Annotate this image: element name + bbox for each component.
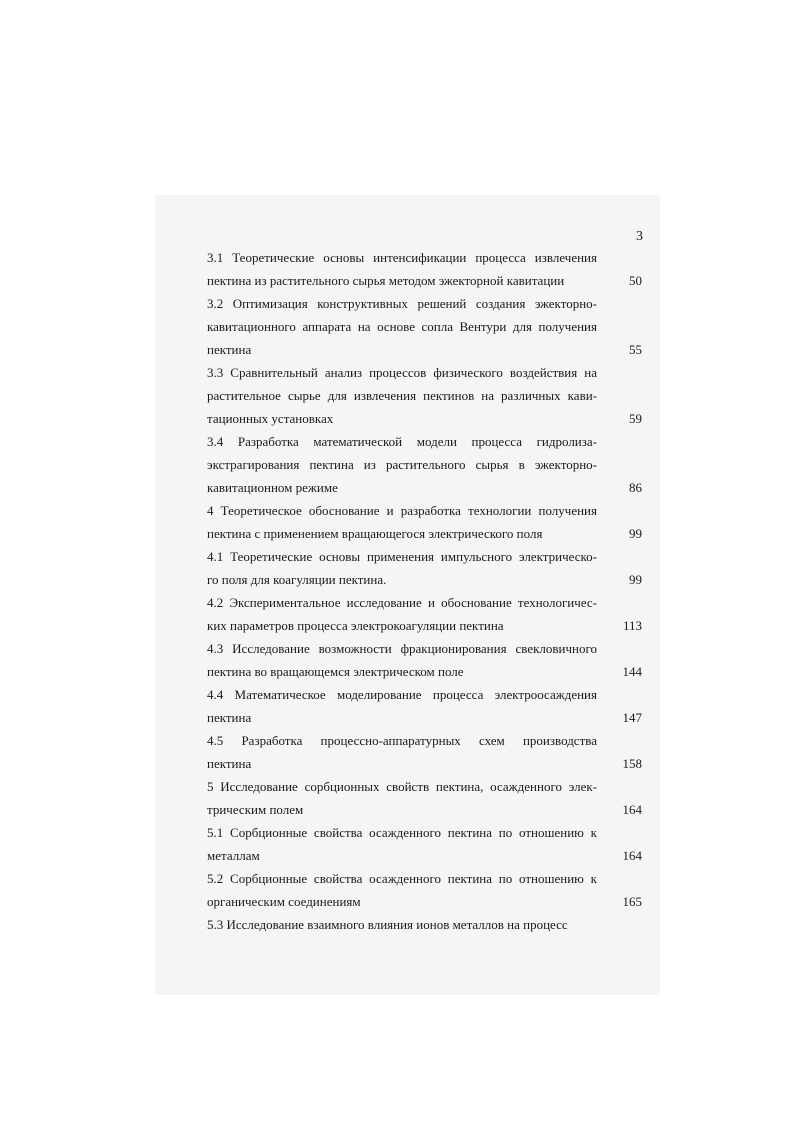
toc-entry-page: 99 (629, 572, 642, 587)
toc-entry-line: 5.1 Сорбционные свойства осажденного пектина по отношению к (207, 825, 597, 840)
toc-entry (207, 913, 642, 936)
toc-entry (207, 499, 642, 545)
toc-entry-page: 113 (622, 618, 642, 633)
toc-entry (207, 867, 642, 913)
toc-entry-page: 165 (622, 894, 642, 909)
toc-entry (207, 545, 642, 591)
page-number: 3 (636, 229, 643, 244)
toc-entry-line: пектина во вращающемся электрическом поле (207, 664, 464, 679)
toc-entry (207, 683, 642, 729)
toc-entry-line: 4.1 Теоретические основы применения импульсного электрическо- (207, 549, 597, 564)
toc-entry-line: ких параметров процесса электрокоагуляции пектина (207, 618, 504, 633)
toc-entry (207, 292, 642, 361)
toc-entry-page: 86 (629, 480, 642, 495)
toc-entry-page: 99 (629, 526, 642, 541)
toc-entry-line: 5.2 Сорбционные свойства осажденного пектина по отношению к (207, 871, 597, 886)
toc-entry-line: 5 Исследование сорбционных свойств пектина, осажденного элек- (207, 779, 597, 794)
toc-entry-line: пектина с применением вращающегося электрического поля (207, 526, 543, 541)
toc-entry-line: органическим соединениям (207, 894, 361, 909)
toc-entry-line: пектина из растительного сырья методом эжекторной кавитации (207, 273, 565, 288)
toc-entry-line: го поля для коагуляции пектина. (207, 572, 387, 587)
toc-entry-page: 144 (622, 664, 642, 679)
toc-entry-line: тационных установках (207, 411, 334, 426)
toc-entry-page: 164 (622, 848, 642, 863)
toc-entry-line: 4 Теоретическое обоснование и разработка технологии получения (207, 503, 597, 518)
toc-entry (207, 821, 642, 867)
toc-entry-line: пектина (207, 342, 252, 357)
toc-entry (207, 637, 642, 683)
toc-entry-line: 4.4 Математическое моделирование процесса электроосаждения (207, 687, 597, 702)
toc-entry-line: растительное сырье для извлечения пектинов на различных кави- (207, 388, 597, 403)
toc-entry-line: 5.3 Исследование взаимного влияния ионов металлов на процесс (207, 917, 568, 932)
toc-entry-line: 3.2 Оптимизация конструктивных решений создания эжекторно- (207, 296, 597, 311)
toc-entry-page: 147 (622, 710, 642, 725)
toc-entry-line: трическим полем (207, 802, 304, 817)
toc-entry-line: кавитационном режиме (207, 480, 338, 495)
toc-entry (207, 775, 642, 821)
toc-entry-page: 55 (629, 342, 642, 357)
toc-entry-line: 3.4 Разработка математической модели процесса гидролиза- (207, 434, 597, 449)
toc-entry-page: 164 (622, 802, 642, 817)
toc-entry-line: 3.1 Теоретические основы интенсификации процесса извлечения (207, 250, 597, 265)
toc-entry-line: 4.5 Разработка процессно-аппаратурных схем производства (207, 733, 597, 748)
toc-entry-line: 3.3 Сравнительный анализ процессов физического воздействия на (207, 365, 597, 380)
toc-entry-line: 4.2 Экспериментальное исследование и обоснование технологичес- (207, 595, 597, 610)
toc-entry-line: пектина (207, 710, 252, 725)
toc-entry-line: 4.3 Исследование возможности фракционирования свекловичного (207, 641, 597, 656)
toc-entry (207, 246, 642, 292)
toc-entry-line: экстрагирования пектина из растительного сырья в эжекторно- (207, 457, 597, 472)
toc-entry (207, 591, 642, 637)
toc-entry-line: кавитационного аппарата на основе сопла Вентури для получения (207, 319, 597, 334)
toc-entry-line: металлам (207, 848, 260, 863)
toc-entry (207, 729, 642, 775)
toc-entry-page: 158 (622, 756, 642, 771)
table-of-contents (207, 246, 642, 936)
toc-entry-line: пектина (207, 756, 252, 771)
toc-entry-page: 50 (629, 273, 642, 288)
toc-entry-page: 59 (629, 411, 642, 426)
toc-entry (207, 361, 642, 430)
toc-entry (207, 430, 642, 499)
